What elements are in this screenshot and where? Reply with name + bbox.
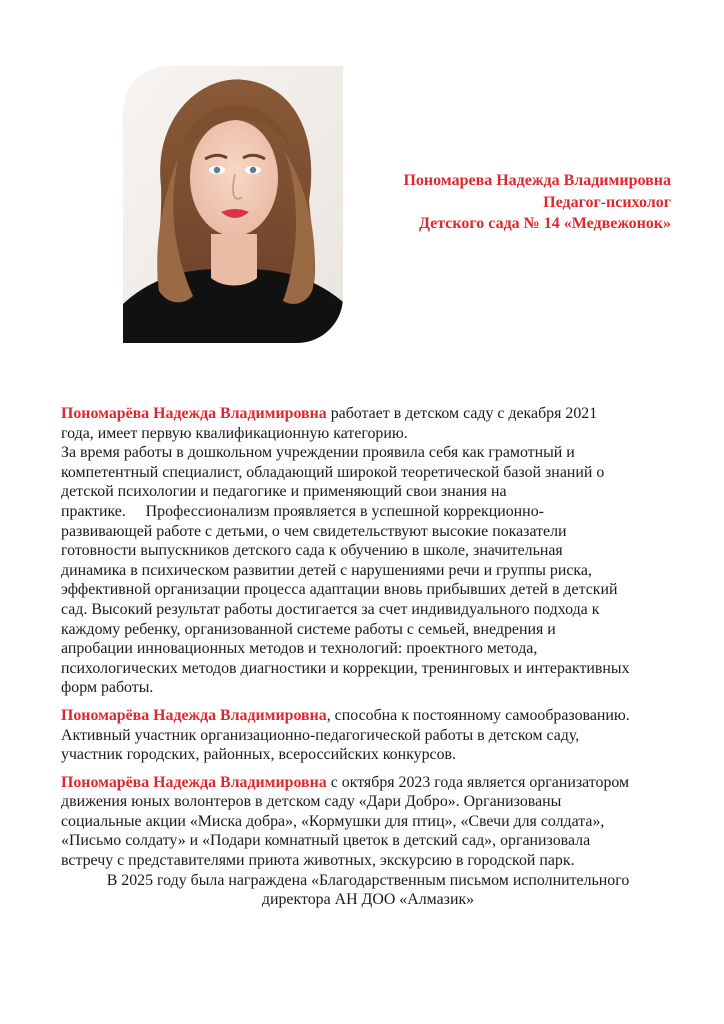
award-paragraph: В 2025 году была награждена «Благодарственным письмом исполнительного директора АН ДОО «Алмазик» [106,871,630,909]
person-institution: Детского сада № 14 «Медвежонок» [418,215,671,232]
highlighted-name: Пономарёва Надежда Владимировна [61,405,327,422]
highlighted-name: Пономарёва Надежда Владимировна [61,706,327,724]
person-name: Пономарева Надежда Владимировна [403,172,671,189]
paragraph-3: Пономарёва Надежда Владимировна с октября 2023 года является организатором движения юных волонтеров в детском саду «Дари Добро». Организованы социальные акции «Миска добра», «Кормушки для птиц», «Свечи для солдата», «Письмо солдату» и «Подари комнатный цветок в детский сад», организовала встречу с представителями приюта животных, экскурсию в городской парк. [61,773,630,870]
biography-text [61,404,675,910]
header-block [403,170,671,235]
portrait-photo [123,66,343,343]
person-position: Педагог-психолог [543,193,671,211]
paragraph-1: Пономарёва Надежда Владимировна работает в детском саду с декабря 2021 года, имеет первую квалификационную категорию. За время работы в дошкольном учреждении проявила себя как грамотный и компетентный специалист, обладающий широкой теоретической базой знаний о детской психологии и педагогике и применяющий свои знания на практике. Профессионализм проявляется в успешной коррекционно- развивающей работе с детьми, о чем свидетельствуют высокие показатели готовности выпускников детского сада к обучению в школе, значительная динамика в психическом развитии детей с нарушениями речи и группы риска, эффективной организации процесса адаптации вновь прибывших детей в детский сад. Высокий результат работы достигается за счет индивидуального подхода к каждому ребенку, организованной системе работы с семьей, внедрения и апробации инновационных методов и технологий: проектного метода, психологических методов диагностики и коррекции, тренинговых и интерактивных форм работы. [61,405,630,697]
paragraph-2: Пономарёва Надежда Владимировна, способна к постоянному самообразованию. Активный участник организационно-педагогической работы в детском саду, участник городских, районных, всероссийских конкурсов. [61,706,630,764]
highlighted-name: Пономарёва Надежда Владимировна [61,773,327,791]
